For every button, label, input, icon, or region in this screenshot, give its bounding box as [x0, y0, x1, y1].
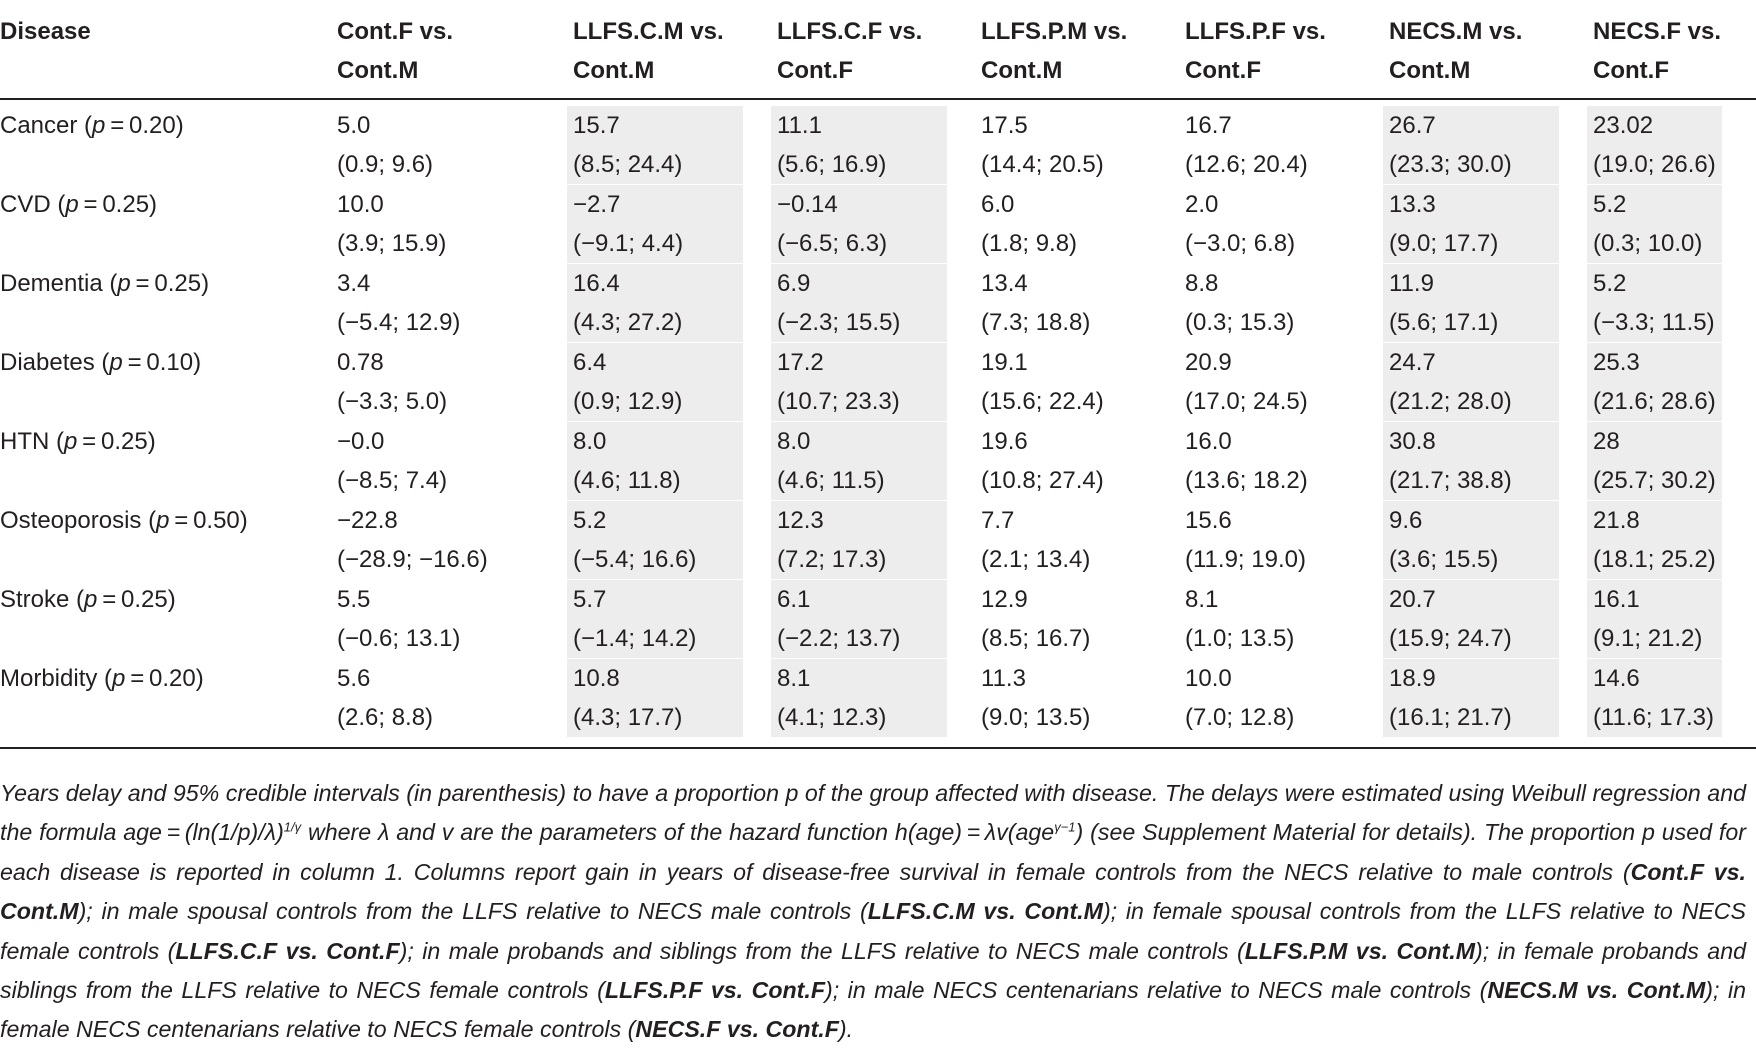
estimate: 10.0: [1185, 665, 1232, 692]
value-cell: [1185, 264, 1389, 343]
estimate: 8.1: [777, 665, 811, 692]
credible-interval: (2.6; 8.8): [337, 704, 434, 731]
table-row: [0, 422, 1756, 501]
value-cell: [1389, 501, 1593, 580]
credible-interval: (0.3; 10.0): [1593, 230, 1703, 257]
p-value: 0.25: [102, 191, 150, 218]
disease-cell: Morbidity (p = 0.20): [0, 665, 204, 692]
credible-interval: (−2.3; 15.5): [777, 309, 901, 336]
estimate: 15.6: [1185, 507, 1232, 534]
estimate: 10.8: [573, 665, 620, 692]
estimate: −22.8: [337, 507, 398, 534]
header-contf-vs-contm: Cont.F vs. Cont.M: [337, 0, 573, 99]
estimate: 16.4: [573, 270, 620, 297]
disease-cell: Dementia (p = 0.25): [0, 270, 210, 297]
header-row: [0, 0, 1756, 99]
estimate: 5.5: [337, 586, 371, 613]
estimate: 19.6: [981, 428, 1028, 455]
p-value: 0.10: [146, 349, 194, 376]
value-cell: [1593, 659, 1756, 740]
estimate: 6.9: [777, 270, 811, 297]
value-cell: [777, 580, 981, 659]
value-cell: [981, 343, 1185, 422]
estimate: 20.7: [1389, 586, 1436, 613]
credible-interval: (7.2; 17.3): [777, 546, 887, 573]
p-value: 0.50: [193, 507, 240, 534]
p-value: 0.25: [100, 428, 148, 455]
credible-interval: (−1.4; 14.2): [573, 625, 697, 652]
value-cell: [1185, 99, 1389, 185]
credible-interval: (4.6; 11.8): [573, 467, 681, 494]
credible-interval: (12.6; 20.4): [1185, 151, 1308, 178]
estimate: 10.0: [337, 191, 384, 218]
credible-interval: (23.3; 30.0): [1389, 151, 1512, 178]
credible-interval: (4.1; 12.3): [777, 704, 887, 731]
estimate: 11.9: [1389, 270, 1434, 297]
credible-interval: (−5.4; 16.6): [573, 546, 697, 573]
credible-interval: (17.0; 24.5): [1185, 388, 1308, 415]
value-cell: [1593, 580, 1756, 659]
value-cell: [777, 422, 981, 501]
estimate: 11.3: [981, 665, 1026, 692]
credible-interval: (−9.1; 4.4): [573, 230, 684, 257]
value-cell: [1593, 501, 1756, 580]
estimate: 17.5: [981, 112, 1028, 139]
credible-interval: (3.6; 15.5): [1389, 546, 1499, 573]
value-cell: [573, 264, 777, 343]
credible-interval: (21.6; 28.6): [1593, 388, 1716, 415]
value-cell: [1185, 580, 1389, 659]
credible-interval: (1.8; 9.8): [981, 230, 1078, 257]
value-cell: [1389, 185, 1593, 264]
estimate: 28: [1593, 428, 1620, 455]
value-cell: [981, 580, 1185, 659]
estimate: −0.14: [777, 191, 838, 218]
value-cell: [337, 264, 573, 343]
estimate: 6.4: [573, 349, 607, 376]
value-cell: [1593, 343, 1756, 422]
table-row: [0, 659, 1756, 740]
estimate: 14.6: [1593, 665, 1640, 692]
disease-name: Stroke: [0, 586, 70, 613]
header-disease: Disease: [0, 0, 337, 99]
estimate: 12.9: [981, 586, 1028, 613]
estimate: 3.4: [337, 270, 371, 297]
credible-interval: (10.8; 27.4): [981, 467, 1104, 494]
credible-interval: (0.9; 9.6): [337, 151, 434, 178]
disease-cell: Diabetes (p = 0.10): [0, 349, 202, 376]
estimate: 26.7: [1389, 112, 1436, 139]
value-cell: [1389, 343, 1593, 422]
estimate: 9.6: [1389, 507, 1423, 534]
credible-interval: (4.6; 11.5): [777, 467, 885, 494]
estimate: 24.7: [1389, 349, 1436, 376]
estimate: 8.1: [1185, 586, 1219, 613]
credible-interval: (−2.2; 13.7): [777, 625, 901, 652]
estimate: 6.1: [777, 586, 811, 613]
estimate: 5.2: [573, 507, 607, 534]
value-cell: [1389, 659, 1593, 740]
value-cell: [337, 422, 573, 501]
header-necsm-vs-contm: NECS.M vs. Cont.M: [1389, 0, 1593, 99]
credible-interval: (−0.6; 13.1): [337, 625, 461, 652]
credible-interval: (11.6; 17.3): [1593, 704, 1714, 731]
credible-interval: (0.3; 15.3): [1185, 309, 1295, 336]
estimate: 13.3: [1389, 191, 1436, 218]
credible-interval: (5.6; 17.1): [1389, 309, 1499, 336]
p-value: 0.20: [149, 665, 196, 692]
value-cell: [573, 580, 777, 659]
estimate: 5.2: [1593, 191, 1627, 218]
disease-name: HTN: [0, 428, 50, 455]
value-cell: [1593, 185, 1756, 264]
header-necsf-vs-contf: NECS.F vs. Cont.F: [1593, 0, 1756, 99]
credible-interval: (−8.5; 7.4): [337, 467, 448, 494]
credible-interval: (−28.9; −16.6): [337, 546, 488, 573]
value-cell: [981, 422, 1185, 501]
disease-cell: Cancer (p = 0.20): [0, 112, 184, 139]
credible-interval: (4.3; 27.2): [573, 309, 683, 336]
credible-interval: (7.3; 18.8): [981, 309, 1091, 336]
header-llfscf-vs-contf: LLFS.C.F vs. Cont.F: [777, 0, 981, 99]
credible-interval: (0.9; 12.9): [573, 388, 683, 415]
value-cell: [337, 659, 573, 740]
credible-interval: (2.1; 13.4): [981, 546, 1091, 573]
credible-interval: (15.6; 22.4): [981, 388, 1104, 415]
disease-cell: CVD (p = 0.25): [0, 191, 158, 218]
estimate: 18.9: [1389, 665, 1436, 692]
value-cell: [573, 185, 777, 264]
estimate: 5.0: [337, 112, 371, 139]
value-cell: [1389, 99, 1593, 185]
value-cell: [337, 580, 573, 659]
estimate: 21.8: [1593, 507, 1640, 534]
value-cell: [337, 343, 573, 422]
credible-interval: (16.1; 21.7): [1389, 704, 1512, 731]
value-cell: [1593, 99, 1756, 185]
estimate: 16.7: [1185, 112, 1232, 139]
value-cell: [1389, 264, 1593, 343]
credible-interval: (9.0; 17.7): [1389, 230, 1499, 257]
header-llfscm-vs-contm: LLFS.C.M vs. Cont.M: [573, 0, 777, 99]
estimate: 2.0: [1185, 191, 1219, 218]
credible-interval: (8.5; 16.7): [981, 625, 1091, 652]
table-row: [0, 580, 1756, 659]
estimate: 20.9: [1185, 349, 1232, 376]
disease-cell: HTN (p = 0.25): [0, 428, 156, 455]
estimate: 8.8: [1185, 270, 1219, 297]
value-cell: [1185, 422, 1389, 501]
credible-interval: (21.7; 38.8): [1389, 467, 1512, 494]
credible-interval: (−3.0; 6.8): [1185, 230, 1296, 257]
estimate: −2.7: [573, 191, 621, 218]
estimate: 13.4: [981, 270, 1028, 297]
credible-interval: (9.0; 13.5): [981, 704, 1091, 731]
credible-interval: (4.3; 17.7): [573, 704, 683, 731]
value-cell: [573, 99, 777, 185]
value-cell: [573, 659, 777, 740]
value-cell: [777, 343, 981, 422]
estimate: 16.0: [1185, 428, 1232, 455]
table-bottom-rule: [0, 747, 1756, 749]
credible-interval: (13.6; 18.2): [1185, 467, 1308, 494]
value-cell: [1389, 422, 1593, 501]
disease-name: Osteoporosis: [0, 507, 142, 534]
disease-name: Diabetes: [0, 349, 95, 376]
credible-interval: (5.6; 16.9): [777, 151, 887, 178]
credible-interval: (10.7; 23.3): [777, 388, 900, 415]
credible-interval: (18.1; 25.2): [1593, 546, 1716, 573]
value-cell: [1593, 422, 1756, 501]
credible-interval: (−6.5; 6.3): [777, 230, 888, 257]
disease-name: CVD: [0, 191, 51, 218]
value-cell: [981, 659, 1185, 740]
credible-interval: (8.5; 24.4): [573, 151, 683, 178]
disease-name: Morbidity: [0, 665, 98, 692]
table-row: [0, 185, 1756, 264]
credible-interval: (−3.3; 5.0): [337, 388, 448, 415]
value-cell: [337, 501, 573, 580]
value-cell: [777, 264, 981, 343]
estimate: 12.3: [777, 507, 824, 534]
value-cell: [1185, 343, 1389, 422]
table-caption: Years delay and 95% credible intervals (in parenthesis) to have a proportion p of the group affected with disease. The delays were estimated using Weibull regression and the formula age = $(\ln(1/p)/\lambda)^{1/\gamma}$ where λ and v are the parameters of the hazard function h(age) = λv(age$^{\gamma-1}$) (see Supplement Material for details). The proportion p used for each disease is reported in column 1. Columns report gain in years of disease-free survival in female controls from the NECS relative to male controls (Cont.F vs. Cont.M); in male spousal controls from the LLFS relative to NECS male controls (LLFS.C.M vs. Cont.M); in female spousal controls from the LLFS relative to NECS female controls (LLFS.C.F vs. Cont.F); in male probands and siblings from the LLFS relative to NECS male controls (LLFS.P.M vs. Cont.M); in female probands and siblings from the LLFS relative to NECS female controls (LLFS.P.F vs. Cont.F); in male NECS centenarians relative to NECS male controls (NECS.M vs. Cont.M); in female NECS centenarians relative to NECS female controls (NECS.F vs. Cont.F).: [0, 780, 1747, 1043]
value-cell: [573, 501, 777, 580]
estimate: 30.8: [1389, 428, 1436, 455]
estimate: 8.0: [777, 428, 811, 455]
p-value: 0.20: [129, 112, 176, 139]
value-cell: [573, 422, 777, 501]
value-cell: [1185, 501, 1389, 580]
value-cell: [777, 501, 981, 580]
estimate: 16.1: [1593, 586, 1640, 613]
estimate: 23.02: [1593, 112, 1654, 139]
estimate: 0.78: [337, 349, 384, 376]
value-cell: [777, 185, 981, 264]
estimate: 6.0: [981, 191, 1015, 218]
value-cell: [337, 185, 573, 264]
value-cell: [777, 659, 981, 740]
table-row: [0, 99, 1756, 185]
header-llfspm-vs-contm: LLFS.P.M vs. Cont.M: [981, 0, 1185, 99]
credible-interval: (11.9; 19.0): [1185, 546, 1306, 573]
estimate: 5.2: [1593, 270, 1627, 297]
value-cell: [1593, 264, 1756, 343]
credible-interval: (3.9; 15.9): [337, 230, 447, 257]
credible-interval: (14.4; 20.5): [981, 151, 1104, 178]
value-cell: [1389, 580, 1593, 659]
value-cell: [337, 99, 573, 185]
value-cell: [1185, 185, 1389, 264]
p-value: 0.25: [154, 270, 202, 297]
credible-interval: (21.2; 28.0): [1389, 388, 1512, 415]
table-row: [0, 343, 1756, 422]
credible-interval: (9.1; 21.2): [1593, 625, 1703, 652]
table-row: [0, 264, 1756, 343]
table-row: [0, 501, 1756, 580]
estimate: 17.2: [777, 349, 824, 376]
disease-cell: Stroke (p = 0.25): [0, 586, 176, 613]
value-cell: [573, 343, 777, 422]
disease-name: Dementia: [0, 270, 103, 297]
estimate: 7.7: [981, 507, 1015, 534]
credible-interval: (−3.3; 11.5): [1593, 309, 1715, 336]
disease-cell: Osteoporosis (p = 0.50): [0, 507, 248, 534]
credible-interval: (19.0; 26.6): [1593, 151, 1716, 178]
value-cell: [981, 99, 1185, 185]
estimate: −0.0: [337, 428, 385, 455]
header-llfspf-vs-contf: LLFS.P.F vs. Cont.F: [1185, 0, 1389, 99]
value-cell: [981, 185, 1185, 264]
estimate: 19.1: [981, 349, 1028, 376]
estimate: 5.7: [573, 586, 607, 613]
value-cell: [981, 501, 1185, 580]
disease-name: Cancer: [0, 112, 78, 139]
p-value: 0.25: [121, 586, 168, 613]
credible-interval: (1.0; 13.5): [1185, 625, 1295, 652]
credible-interval: (15.9; 24.7): [1389, 625, 1512, 652]
value-cell: [777, 99, 981, 185]
estimate: 5.6: [337, 665, 371, 692]
estimate: 15.7: [573, 112, 620, 139]
estimate: 8.0: [573, 428, 607, 455]
value-cell: [981, 264, 1185, 343]
value-cell: [1185, 659, 1389, 740]
credible-interval: (7.0; 12.8): [1185, 704, 1295, 731]
estimate: 25.3: [1593, 349, 1640, 376]
credible-interval: (−5.4; 12.9): [337, 309, 461, 336]
credible-interval: (25.7; 30.2): [1593, 467, 1716, 494]
estimate: 11.1: [777, 112, 822, 139]
